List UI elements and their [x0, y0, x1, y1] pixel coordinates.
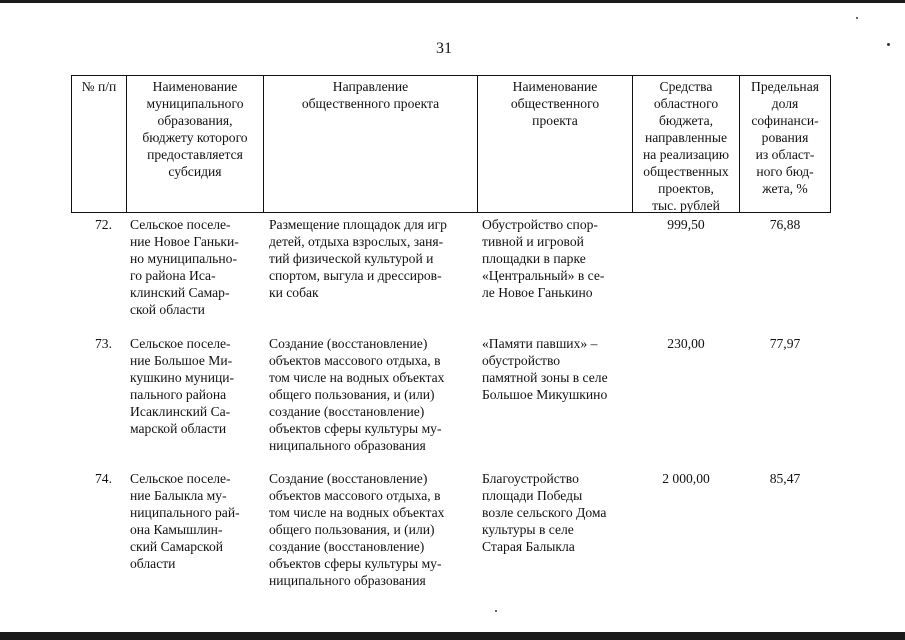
row-72-municipality: Сельское поселе- ние Новое Ганьки- но муниципально- го района Иса- клинский Самар- ской области	[130, 217, 239, 317]
scan-speck	[856, 17, 858, 19]
page-number: 31	[436, 40, 452, 57]
row-73-num: 73.	[95, 336, 112, 351]
row-74-direction: Создание (восстановление) объектов массового отдыха, в том числе на водных объектах общего пользования, и (или) создание (восстановление) объектов сферы культуры му- ниципального образования	[269, 471, 445, 588]
row-73-share: 77,97	[769, 336, 801, 351]
row-74-share: 85,47	[769, 471, 801, 486]
scan-speck	[887, 43, 890, 46]
scan-edge-bottom	[0, 632, 905, 640]
row-73-project: «Памяти павших» – обустройство памятной зоны в селе Большое Микушкино	[482, 336, 608, 402]
row-73-direction: Создание (восстановление) объектов массового отдыха, в том числе на водных объектах общего пользования, и (или) создание (восстановление) объектов сферы культуры му- ниципального образования	[269, 336, 445, 453]
row-74-project: Благоустройство площади Победы возле сельского Дома культуры в селе Старая Балыкла	[482, 471, 607, 554]
header-funds: Средства областного бюджета, направленные на реализацию общественных проектов, тыс. рублей	[642, 79, 730, 213]
scan-edge-top	[0, 0, 905, 3]
row-72-funds: 999,50	[667, 217, 705, 232]
header-share: Предельная доля софинанси- рования из област- ного бюд- жета, %	[751, 79, 819, 196]
row-73-funds: 230,00	[667, 336, 705, 351]
row-72-num: 72.	[95, 217, 112, 232]
scan-speck	[495, 610, 497, 612]
row-74-num: 74.	[95, 471, 112, 486]
row-74-municipality: Сельское поселе- ние Балыкла му- ниципального рай- она Камышлин- ский Самарской области	[130, 471, 240, 571]
row-72-share: 76,88	[769, 217, 801, 232]
header-num: № п/п	[81, 79, 117, 94]
header-direction: Направление общественного проекта	[301, 79, 440, 111]
header-project: Наименование общественного проекта	[510, 79, 600, 128]
row-74-funds: 2 000,00	[662, 471, 710, 486]
header-municipality: Наименование муниципального образования, бюджету которого предоставляется субсидия	[142, 79, 248, 179]
row-73-municipality: Сельское поселе- ние Большое Ми- кушкино муници- пального района Исаклинский Са- марской области	[130, 336, 235, 436]
row-72-direction: Размещение площадок для игр детей, отдыха взрослых, заня- тий физической культурой и спортом, выгула и дрессиров- ки собак	[269, 217, 447, 300]
row-72-project: Обустройство спор- тивной и игровой площадки в парке «Центральный» в се- ле Новое Ганькино	[482, 217, 605, 300]
